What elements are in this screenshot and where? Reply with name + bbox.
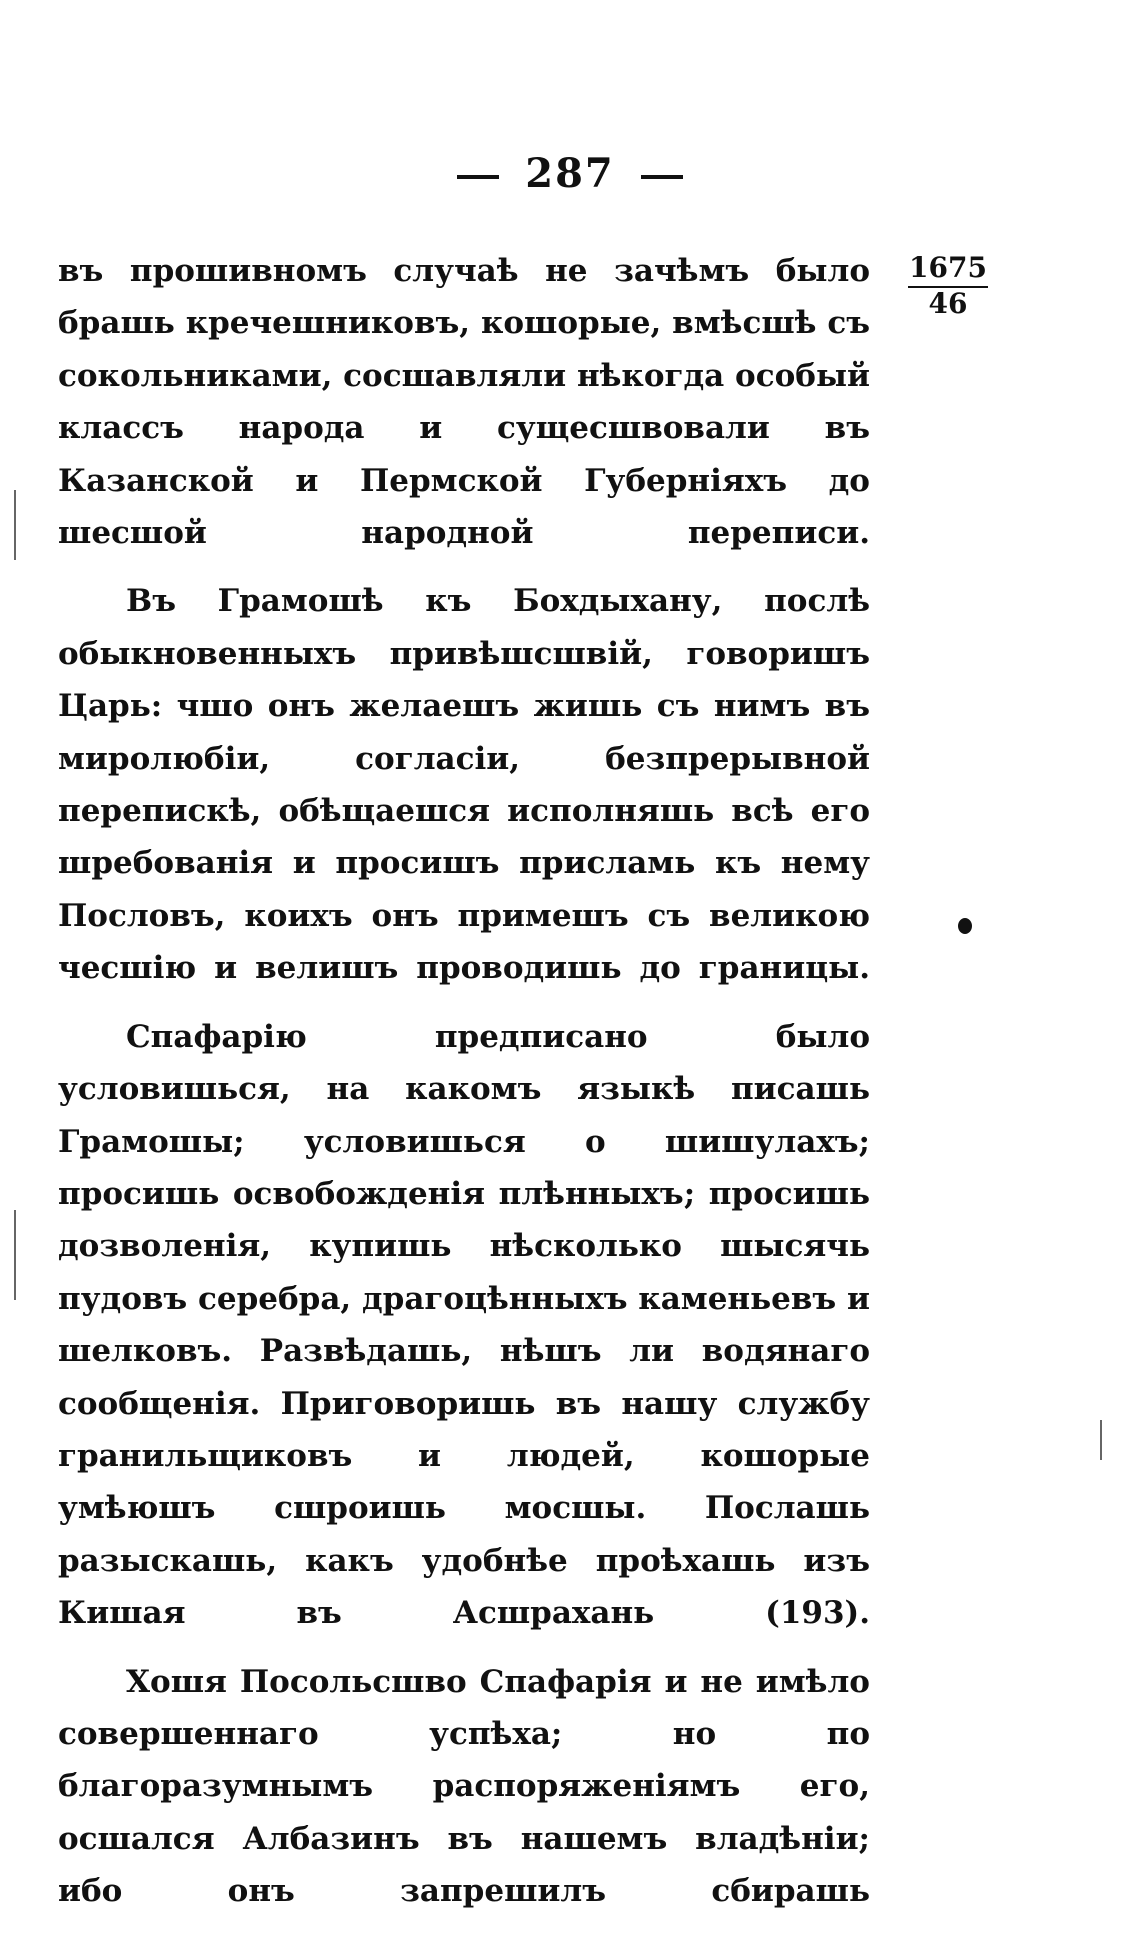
body-text (58, 245, 870, 1934)
scan-edge-mark-3 (1100, 1420, 1102, 1460)
paragraph-1: въ прошивномъ случаѣ не зачѣмъ было брашь кречешниковъ, кошорые, вмѣсшѣ съ сокольниками, сосшавляли нѣкогда особый классъ народа и сущесшвовали въ Казанской и Пермской Губерніяхъ до шесшой народной переписи. (58, 253, 871, 552)
right-dash (641, 175, 683, 179)
page-number: 287 (525, 150, 615, 197)
scan-edge-mark-1 (14, 490, 16, 560)
margin-year: 1675 (908, 252, 988, 288)
ink-blot (958, 918, 972, 934)
paragraph-4: Хошя Посольсшво Спафарія и не имѣло совершеннаго успѣха; но по благоразумнымъ распоряженіямъ его, осшался Албазинъ въ нашемъ владѣніи; ибо онъ запрешилъ сбирашь (58, 1663, 870, 1910)
scan-edge-mark-2 (14, 1210, 16, 1300)
margin-number: 46 (928, 287, 968, 320)
left-dash (457, 175, 499, 179)
paragraph-3: Спафарію предписано было условишься, на какомъ языкѣ писашь Грамошы; условишься о шишулахъ; просишь освобожденія плѣнныхъ; просишь дозволенія, купишь нѣсколько шысячь пудовъ серебра, драгоцѣнныхъ каменьевъ и шелковъ. Развѣдашь, нѣшъ ли водянаго сообщенія. Приговоришь въ нашу службу гранильщиковъ и людей, кошорые умѣюшъ сшроишь мосшы. Послашь разыскашь, какъ удобнѣе проѣхашь изъ Кишая въ Асшрахань (193). (58, 1018, 870, 1632)
paragraph-2: Въ Грамошѣ къ Бохдыхану, послѣ обыкновенныхъ привѣшсшвій, говоришъ Царь: чшо онъ желаешъ жишь съ нимъ въ миролюбіи, согласіи, безпрерывной перепискѣ, обѣщаешся исполняшь всѣ его шребованія и просишъ присламь къ нему Пословъ, коихъ онъ примешъ съ великою чесшію и велишъ проводишь до границы. (58, 583, 870, 987)
margin-note (908, 252, 988, 320)
page-number-line (0, 150, 1140, 197)
